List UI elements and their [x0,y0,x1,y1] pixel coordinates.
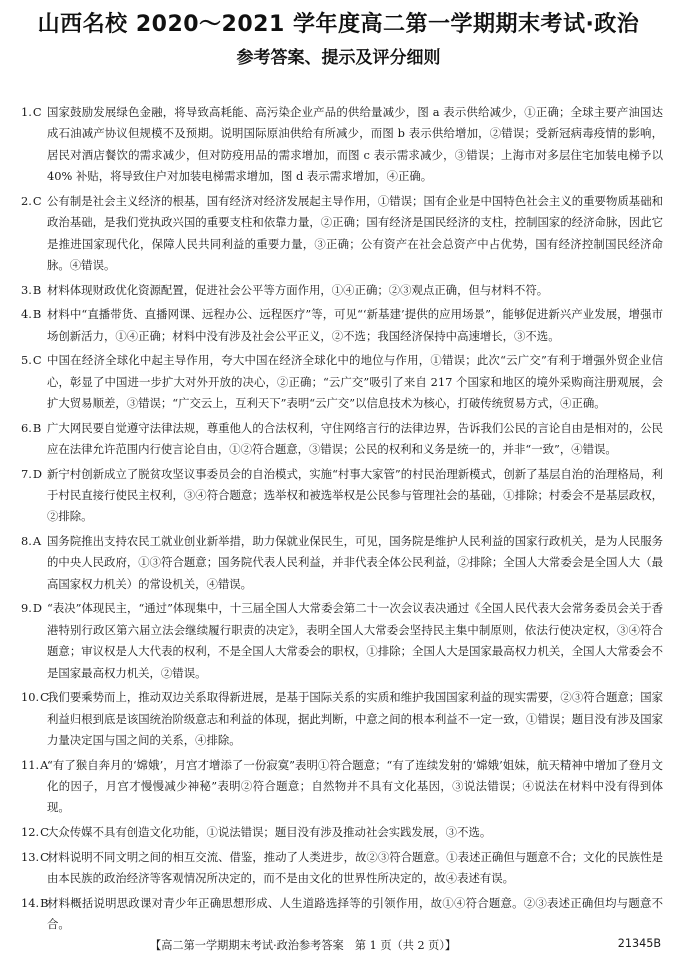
page-title: 山西名校 2020～2021 学年度高二第一学期期末考试·政治 [37,12,640,37]
answer-choice: B [32,307,42,322]
question-number: 2. [21,193,32,208]
answer-explanation: “有了猴自奔月的‘嫦娥’，月宫才增添了一份寂寞”表明①符合题意；“有了连续发射的‘嫦娥’姐妹，航天精神中增加了登月文化的因子，月宫才慢慢减少神秘”表明②符合题意；自然物并不具有文化基因，③说法错误；④说法在材料中没有得到体现。 [47,757,663,815]
question-number: 1. [21,105,32,119]
answer-choice: A [32,534,42,549]
answer-item [21,687,663,751]
question-number: 12. [21,825,40,840]
answer-item [21,847,663,890]
page-subtitle: 参考答案、提示及评分细则 [236,48,441,68]
answer-explanation: 国家鼓励发展绿色金融，将导致高耗能、高污染企业产品的供给量减少，图 a 表示供给减少，①正确；全球主要产油国达成石油减产协议但规模不及预期。说明国际原油供给有所减少，而图 b 表示供给增加，②错误；受新冠病毒疫情的影响，居民对酒店餐饮的需求减少，但对防疫用品的需求增加，而图 c 表示需求减少，③错误；上海市对多层住宅加装电梯予以 40% 补贴，将导致住户对加装电梯需求增加，图 d 表示需求增加，④正确。 [47,105,663,184]
answer-choice: C [32,105,42,119]
answer-number [21,847,47,868]
answer-choice: C [40,825,49,840]
answer-choice: D [32,466,43,481]
answer-number [21,531,47,552]
answer-item [21,531,663,595]
answer-choice: B [32,282,42,297]
answer-item [21,464,663,528]
answer-choice: C [32,353,42,368]
answer-explanation: 中国在经济全球化中起主导作用，夸大中国在经济全球化中的地位与作用，①错误；此次“云广交”有利于增强外贸企业信心，彰显了中国进一步扩大对外开放的决心，②正确；“云广交”吸引了来自 217 个国家和地区的境外采购商注册观展，会扩大贸易顺差，③错误；“广交云上，互利天下”表明“云广交”以信息技术为核心，打破传统贸易方式，④正确。 [47,353,663,411]
answer-item [21,102,663,188]
answer-item [21,755,663,819]
answer-item [21,893,663,936]
answer-choice: A [40,757,49,772]
question-number: 7. [21,466,32,481]
answer-explanation: 材料中“直播带货、直播网课、远程办公、远程医疗”等，可见“‘新基建’提供的应用场景”，能够促进新兴产业发展，增强市场创新活力，①④正确；材料中没有涉及社会公平正义，②不选；我国经济保持中高速增长，③不选。 [47,307,663,343]
question-number: 5. [21,353,32,368]
question-number: 14. [21,895,40,910]
answer-explanation: 广大网民要自觉遵守法律法规，尊重他人的合法权利，守住网络言行的法律边界，告诉我们公民的言论自由是相对的，公民应在法律允许范围内行使言论自由，①②符合题意，③错误；公民的权利和义务是统一的，并非“一致”，④错误。 [47,420,663,457]
answer-item [21,280,663,301]
answer-choice: B [32,420,42,435]
question-number: 6. [21,420,32,435]
answer-item [21,598,663,684]
answer-item [21,418,663,461]
question-number: 3. [21,282,32,297]
answer-number [21,350,47,371]
answer-explanation: 国务院推出支持农民工就业创业新举措，助力保就业保民生，可见，国务院是维护人民利益的国家行政机关，是为人民服务的中央人民政府，①③符合题意；国务院代表人民利益，并非代表全体公民利益，②排除；全国人大常委会是全国人大（最高国家权力机关）的常设机关，④错误。 [47,534,663,591]
answer-choice: C [40,690,49,705]
answer-number [21,687,47,708]
answer-number [21,598,47,619]
answer-number [21,464,47,485]
answer-number [21,755,47,776]
answer-item [21,822,663,843]
answer-explanation: 大众传媒不具有创造文化功能，①说法错误；题目没有涉及推动社会实践发展，③不选。 [47,825,492,840]
answer-explanation: 新宁村创新成立了脱贫攻坚议事委员会的自治模式，实施“村事大家管”的村民治理新模式，创新了基层自治的治理格局，利于村民直接行使民主权利，③④符合题意；选举权和被选举权是公民参与管理社会的基础，①排除；村委会不是基层政权，②排除。 [47,466,663,524]
answer-item [21,191,663,277]
answer-choice: D [32,601,43,616]
question-number: 13. [21,849,40,864]
answer-choice: C [40,849,49,864]
answer-number [21,191,47,212]
answer-explanation: 材料体现财政优化资源配置，促进社会公平等方面作用，①④正确；②③观点正确，但与材料不符。 [47,282,549,297]
question-number: 9. [21,601,32,616]
answer-number [21,304,47,325]
answer-explanation: 材料概括说明思政课对青少年正确思想形成、人生道路选择等的引领作用，故①④符合题意。②③表述正确但均与题意不合。 [47,895,663,932]
answer-explanation: 材料说明不同文明之间的相互交流、借鉴，推动了人类进步，故②③符合题意。①表述正确但与题意不合；文化的民族性是由本民族的政治经济等客观情况所决定的，而不是由文化的世界性所决定的，故④表述有误。 [47,849,663,886]
answer-item [21,350,663,414]
answer-explanation: 公有制是社会主义经济的根基，国有经济对经济发展起主导作用，①错误；国有企业是中国特色社会主义的重要物质基础和政治基础，是我们党执政兴国的重要支柱和依靠力量，②正确；国有经济是国民经济的支柱，控制国家的经济命脉，因此它是推进国家现代化，保障人民共同利益的重要力量，③正确；公有资产在社会总资产中占优势，国有经济控制国民经济命脉。④错误。 [47,193,663,273]
answer-explanation: 我们要乘势而上，推动双边关系取得新进展，是基于国际关系的实质和维护我国国家利益的现实需要，②③符合题意；国家利益归根到底是该国统治阶级意志和利益的体现，据此判断，中意之间的根本利益不一定一致，①错误；题目没有涉及国家力量决定国与国之间的关系，④排除。 [47,690,663,748]
answer-number [21,893,47,914]
question-number: 11. [21,757,40,772]
answer-explanation: “表决”体现民主，“通过”体现集中，十三届全国人大常委会第二十一次会议表决通过《全国人民代表大会常务委员会关于香港特别行政区第六届立法会继续履行职责的决定》，表明全国人大常委会坚持民主集中制原则，依法行使决定权，③④符合题意；审议权是人大代表的权利，不是全国人大常委会的职权，①排除；全国人大是国家最高权力机关，全国人大常委会不是国家最高权力机关，②错误。 [47,601,663,680]
question-number: 8. [21,534,32,549]
footer-page-info: 【高二第一学期期末考试·政治参考答案 第 1 页（共 2 页）】 [150,939,457,952]
answer-number [21,822,47,843]
footer-exam-code: 21345B [617,937,661,950]
question-number: 4. [21,307,32,322]
answer-choice: B [40,895,49,910]
question-number: 10. [21,690,40,705]
answer-item [21,304,663,347]
answer-number [21,102,47,123]
answer-list [21,102,663,939]
answer-choice: C [32,193,42,208]
answer-number [21,280,47,301]
answer-number [21,418,47,439]
